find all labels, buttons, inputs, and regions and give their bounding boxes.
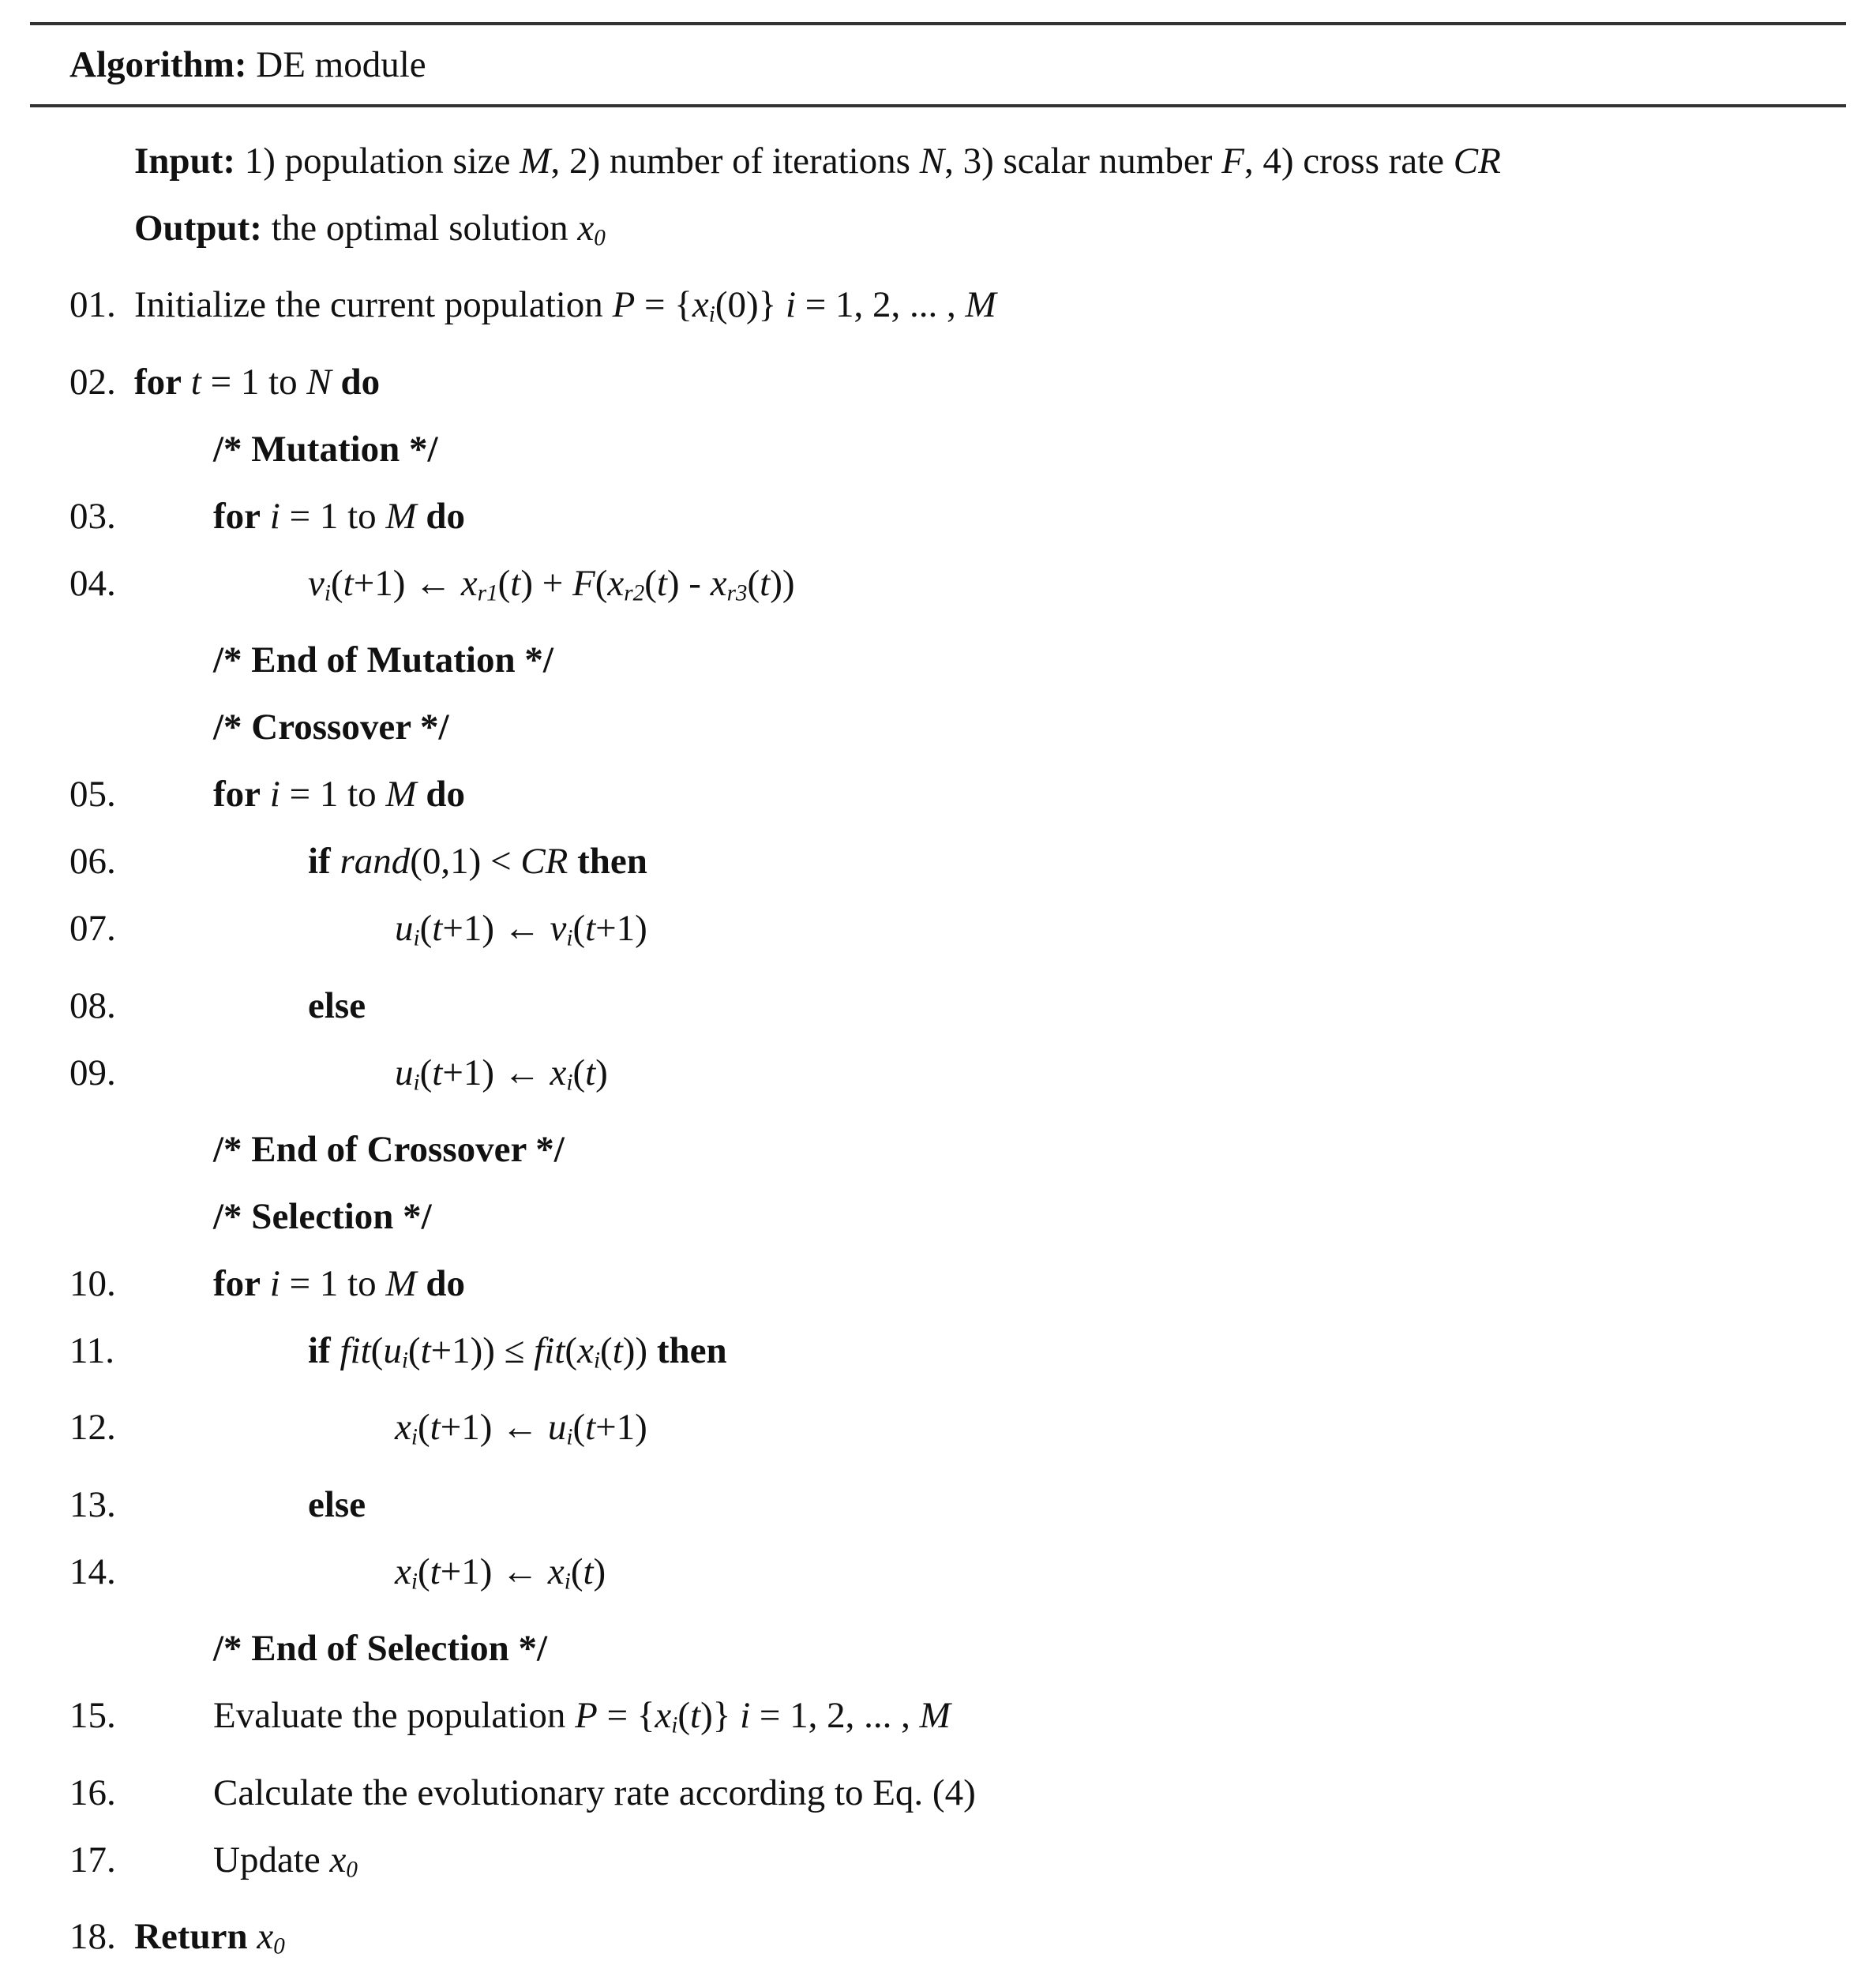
text-segment: = 1 to	[280, 774, 386, 816]
text-segment: (	[572, 1407, 586, 1449]
text-segment: i	[411, 1569, 418, 1595]
text-segment: 0	[346, 1857, 358, 1883]
text-segment: t	[430, 1407, 441, 1449]
algorithm-title	[30, 25, 1846, 107]
line-number: 13.	[69, 1483, 116, 1525]
text-segment: u	[383, 1330, 402, 1372]
text-segment: x	[395, 1407, 411, 1449]
text-segment: (	[677, 1695, 691, 1737]
text-segment: P	[575, 1695, 598, 1737]
text-segment: i	[566, 1424, 573, 1450]
text-segment: i	[413, 925, 420, 951]
text-segment: x	[710, 562, 727, 604]
line-18	[69, 1903, 1846, 1961]
text-segment	[261, 774, 270, 815]
line-content	[134, 1394, 647, 1471]
line-08	[69, 973, 1846, 1040]
line-15	[69, 1682, 1846, 1759]
text-segment: x	[607, 562, 625, 604]
text-segment: (	[407, 1330, 421, 1372]
line-14	[69, 1539, 1846, 1615]
text-segment: t	[583, 1550, 594, 1592]
line-number: 01.	[69, 284, 116, 326]
comment-end-mutation	[69, 627, 1846, 694]
text-segment: (	[570, 1550, 583, 1592]
text-segment: ))	[622, 1330, 657, 1372]
text-segment: Initialize the current population	[134, 284, 613, 326]
text-segment: M	[385, 495, 417, 537]
text-segment: i	[740, 1695, 751, 1737]
text-segment	[331, 841, 340, 882]
text-segment: ) +	[520, 562, 573, 604]
text-segment: if	[308, 1330, 331, 1372]
text-segment: i	[324, 580, 331, 606]
text-segment: +1)	[595, 908, 647, 950]
line-07	[69, 895, 1846, 972]
line-content	[134, 1615, 547, 1682]
text-segment: (	[419, 1052, 433, 1093]
line-content	[134, 1827, 358, 1903]
text-segment: /* Mutation */	[213, 428, 438, 470]
line-content	[134, 416, 438, 483]
line-content	[134, 1472, 366, 1539]
text-segment: M	[385, 774, 417, 816]
text-segment: i	[566, 925, 573, 951]
text-segment: = 1, 2, ... ,	[750, 1695, 920, 1737]
text-segment: ) -	[666, 562, 711, 604]
line-number: 10.	[69, 1263, 116, 1305]
text-segment: Update	[213, 1839, 330, 1880]
text-segment: for	[213, 774, 261, 816]
text-segment: F	[1221, 141, 1244, 182]
line-number: 12.	[69, 1407, 116, 1449]
line-09	[69, 1040, 1846, 1116]
text-segment: (	[419, 908, 433, 950]
text-segment: +1) ←	[440, 1407, 548, 1449]
text-segment: x	[460, 562, 478, 604]
text-segment: N	[919, 141, 945, 182]
text-segment: +1) ←	[440, 1550, 548, 1592]
text-segment: CR	[520, 841, 568, 883]
text-segment: x	[577, 208, 595, 249]
line-02	[69, 349, 1846, 416]
text-segment: do	[340, 361, 381, 403]
text-segment: (0,1) <	[410, 841, 521, 883]
comment-end-crossover	[69, 1116, 1846, 1183]
text-segment: (	[417, 1407, 430, 1449]
text-segment: 1) population size	[235, 141, 520, 182]
line-06	[69, 828, 1846, 895]
text-segment: t	[420, 1330, 431, 1372]
text-segment: +1)	[595, 1407, 647, 1449]
text-segment: the optimal solution	[261, 208, 578, 249]
text-segment: = 1, 2, ... ,	[796, 284, 966, 326]
text-segment: i	[411, 1424, 418, 1450]
text-segment: (	[747, 562, 760, 604]
text-segment	[417, 1263, 426, 1304]
text-segment: x	[692, 284, 709, 326]
text-segment: x	[547, 1550, 565, 1592]
text-segment: ))	[770, 562, 795, 604]
text-segment: t	[612, 1330, 623, 1372]
text-segment: r2	[624, 580, 645, 606]
text-segment: for	[134, 361, 182, 403]
text-segment: +1) ←	[353, 562, 461, 604]
line-content	[134, 895, 647, 972]
output-line	[69, 195, 1846, 272]
line-05	[69, 761, 1846, 828]
text-segment: i	[269, 1263, 280, 1305]
line-number: 02.	[69, 361, 116, 403]
line-number: 11.	[69, 1330, 115, 1372]
text-segment: t	[585, 1407, 596, 1449]
text-segment: )	[593, 1550, 606, 1592]
text-segment: = {	[635, 284, 692, 326]
comment-end-selection	[69, 1615, 1846, 1682]
text-segment: do	[426, 774, 465, 816]
text-segment: x	[577, 1330, 594, 1372]
text-segment: x	[257, 1916, 274, 1958]
text-segment: +1)) ≤	[430, 1330, 535, 1372]
text-segment: i	[413, 1070, 420, 1096]
text-segment: t	[690, 1695, 701, 1737]
text-segment: 0	[273, 1933, 285, 1959]
text-segment: = 1 to	[280, 495, 386, 537]
text-segment: M	[919, 1695, 951, 1737]
text-segment: v	[308, 562, 325, 604]
line-content	[134, 1250, 465, 1318]
input-line	[69, 128, 1846, 195]
text-segment: t	[656, 562, 667, 604]
text-segment: (	[600, 1330, 613, 1372]
algorithm-title-keyword: Algorithm:	[69, 44, 247, 85]
text-segment: (	[572, 1052, 586, 1093]
line-number: 16.	[69, 1772, 116, 1813]
line-number: 06.	[69, 841, 116, 883]
text-segment	[182, 362, 191, 403]
line-content	[134, 272, 996, 348]
line-number: 05.	[69, 774, 116, 816]
text-segment: for	[213, 1263, 261, 1305]
text-segment: t	[343, 562, 354, 604]
line-content	[134, 128, 1501, 195]
text-segment: i	[671, 1712, 678, 1738]
text-segment: (	[595, 562, 608, 604]
text-segment: r3	[726, 580, 748, 606]
text-segment: )}	[700, 1695, 741, 1737]
text-segment: t	[510, 562, 521, 604]
text-segment	[261, 496, 270, 537]
line-content	[134, 1903, 285, 1961]
text-segment: r1	[477, 580, 498, 606]
text-segment: (	[644, 562, 657, 604]
text-segment: (	[572, 908, 586, 950]
text-segment: u	[547, 1407, 567, 1449]
text-segment: 0	[594, 225, 606, 251]
line-number: 18.	[69, 1916, 116, 1958]
text-segment: Input:	[134, 141, 236, 182]
text-segment: /* End of Crossover */	[213, 1129, 565, 1171]
text-segment	[417, 496, 426, 537]
text-segment: t	[432, 908, 443, 950]
line-content	[134, 761, 465, 828]
text-segment: (	[370, 1330, 384, 1372]
line-03	[69, 483, 1846, 550]
text-segment: x	[395, 1550, 411, 1592]
text-segment	[417, 774, 426, 815]
text-segment: M	[965, 284, 996, 326]
text-segment: i	[401, 1348, 408, 1374]
line-content	[134, 1040, 608, 1116]
line-content	[134, 1116, 565, 1183]
text-segment: )	[595, 1052, 608, 1093]
text-segment: i	[566, 1070, 573, 1096]
text-segment: x	[550, 1052, 567, 1093]
text-segment: do	[426, 495, 465, 537]
algorithm-title-text: DE module	[246, 44, 426, 85]
line-01	[69, 272, 1846, 348]
text-segment	[331, 1330, 340, 1371]
line-10	[69, 1250, 1846, 1318]
comment-selection	[69, 1183, 1846, 1250]
line-content	[134, 973, 366, 1040]
text-segment: /* End of Mutation */	[213, 639, 553, 681]
line-number: 04.	[69, 562, 116, 604]
text-segment	[248, 1916, 257, 1957]
text-segment: P	[612, 284, 636, 326]
text-segment: M	[520, 141, 551, 182]
text-segment: t	[190, 361, 201, 403]
text-segment: , 4) cross rate	[1244, 141, 1454, 182]
line-17	[69, 1827, 1846, 1903]
comment-crossover	[69, 694, 1846, 761]
line-content	[134, 1318, 727, 1394]
line-16	[69, 1760, 1846, 1827]
comment-mutation	[69, 416, 1846, 483]
text-segment: +1) ←	[442, 908, 550, 950]
line-content	[134, 483, 465, 550]
line-content	[134, 195, 606, 272]
text-segment: = 1 to	[280, 1263, 386, 1305]
text-segment	[568, 841, 577, 882]
text-segment: Output:	[134, 208, 262, 249]
line-number: 09.	[69, 1052, 116, 1093]
line-number: 15.	[69, 1695, 116, 1737]
text-segment	[261, 1263, 270, 1304]
line-12	[69, 1394, 1846, 1471]
text-segment: x	[329, 1839, 347, 1880]
text-segment: (	[497, 562, 511, 604]
line-number: 08.	[69, 984, 116, 1026]
line-13	[69, 1472, 1846, 1539]
text-segment: t	[585, 1052, 596, 1093]
line-number: 07.	[69, 908, 116, 950]
text-segment: Return	[134, 1916, 248, 1958]
text-segment	[332, 362, 341, 403]
algorithm-body	[30, 107, 1846, 1961]
text-segment: rand	[340, 841, 411, 883]
text-segment: i	[593, 1348, 601, 1374]
text-segment: t	[585, 908, 596, 950]
text-segment: i	[708, 302, 715, 328]
text-segment: u	[395, 1052, 414, 1093]
line-number: 14.	[69, 1550, 116, 1592]
algorithm-box	[30, 22, 1846, 1961]
text-segment: t	[760, 562, 771, 604]
text-segment: (	[565, 1330, 578, 1372]
text-segment: (	[417, 1550, 430, 1592]
text-segment: Calculate the evolutionary rate according to Eq. (4)	[213, 1772, 976, 1813]
text-segment: /* End of Selection */	[213, 1628, 548, 1670]
line-04	[69, 550, 1846, 627]
text-segment: then	[656, 1330, 727, 1372]
line-content	[134, 828, 647, 895]
text-segment: (0)}	[715, 284, 786, 326]
text-segment: = 1 to	[201, 361, 307, 403]
line-content	[134, 627, 553, 694]
line-content	[134, 1760, 976, 1827]
line-content	[134, 550, 795, 627]
line-content	[134, 1183, 432, 1250]
text-segment: for	[213, 495, 261, 537]
text-segment: t	[430, 1550, 441, 1592]
text-segment: F	[572, 562, 595, 604]
text-segment: CR	[1453, 141, 1501, 182]
line-number: 03.	[69, 495, 116, 537]
text-segment: N	[306, 361, 332, 403]
text-segment: then	[577, 841, 647, 883]
text-segment: i	[269, 495, 280, 537]
line-content	[134, 694, 449, 761]
text-segment: , 3) scalar number	[944, 141, 1222, 182]
text-segment: Evaluate the population	[213, 1695, 576, 1737]
text-segment: /* Crossover */	[213, 707, 449, 748]
text-segment: else	[308, 984, 366, 1026]
text-segment: if	[308, 841, 331, 883]
text-segment: M	[385, 1263, 417, 1305]
text-segment: , 2) number of iterations	[550, 141, 920, 182]
line-number: 17.	[69, 1839, 116, 1880]
text-segment: fit	[340, 1330, 371, 1372]
text-segment: = {	[597, 1695, 655, 1737]
text-segment: (	[330, 562, 343, 604]
text-segment: /* Selection */	[213, 1196, 432, 1238]
text-segment: x	[655, 1695, 672, 1737]
line-content	[134, 1682, 951, 1759]
text-segment: +1) ←	[442, 1052, 550, 1093]
text-segment: i	[269, 774, 280, 816]
text-segment: v	[550, 908, 567, 950]
text-segment: i	[564, 1569, 571, 1595]
text-segment: fit	[534, 1330, 565, 1372]
line-content	[134, 1539, 606, 1615]
text-segment: t	[432, 1052, 443, 1093]
text-segment: i	[785, 284, 797, 326]
text-segment: do	[426, 1263, 465, 1305]
text-segment: u	[395, 908, 414, 950]
text-segment: else	[308, 1483, 366, 1525]
line-content	[134, 349, 380, 416]
line-11	[69, 1318, 1846, 1394]
